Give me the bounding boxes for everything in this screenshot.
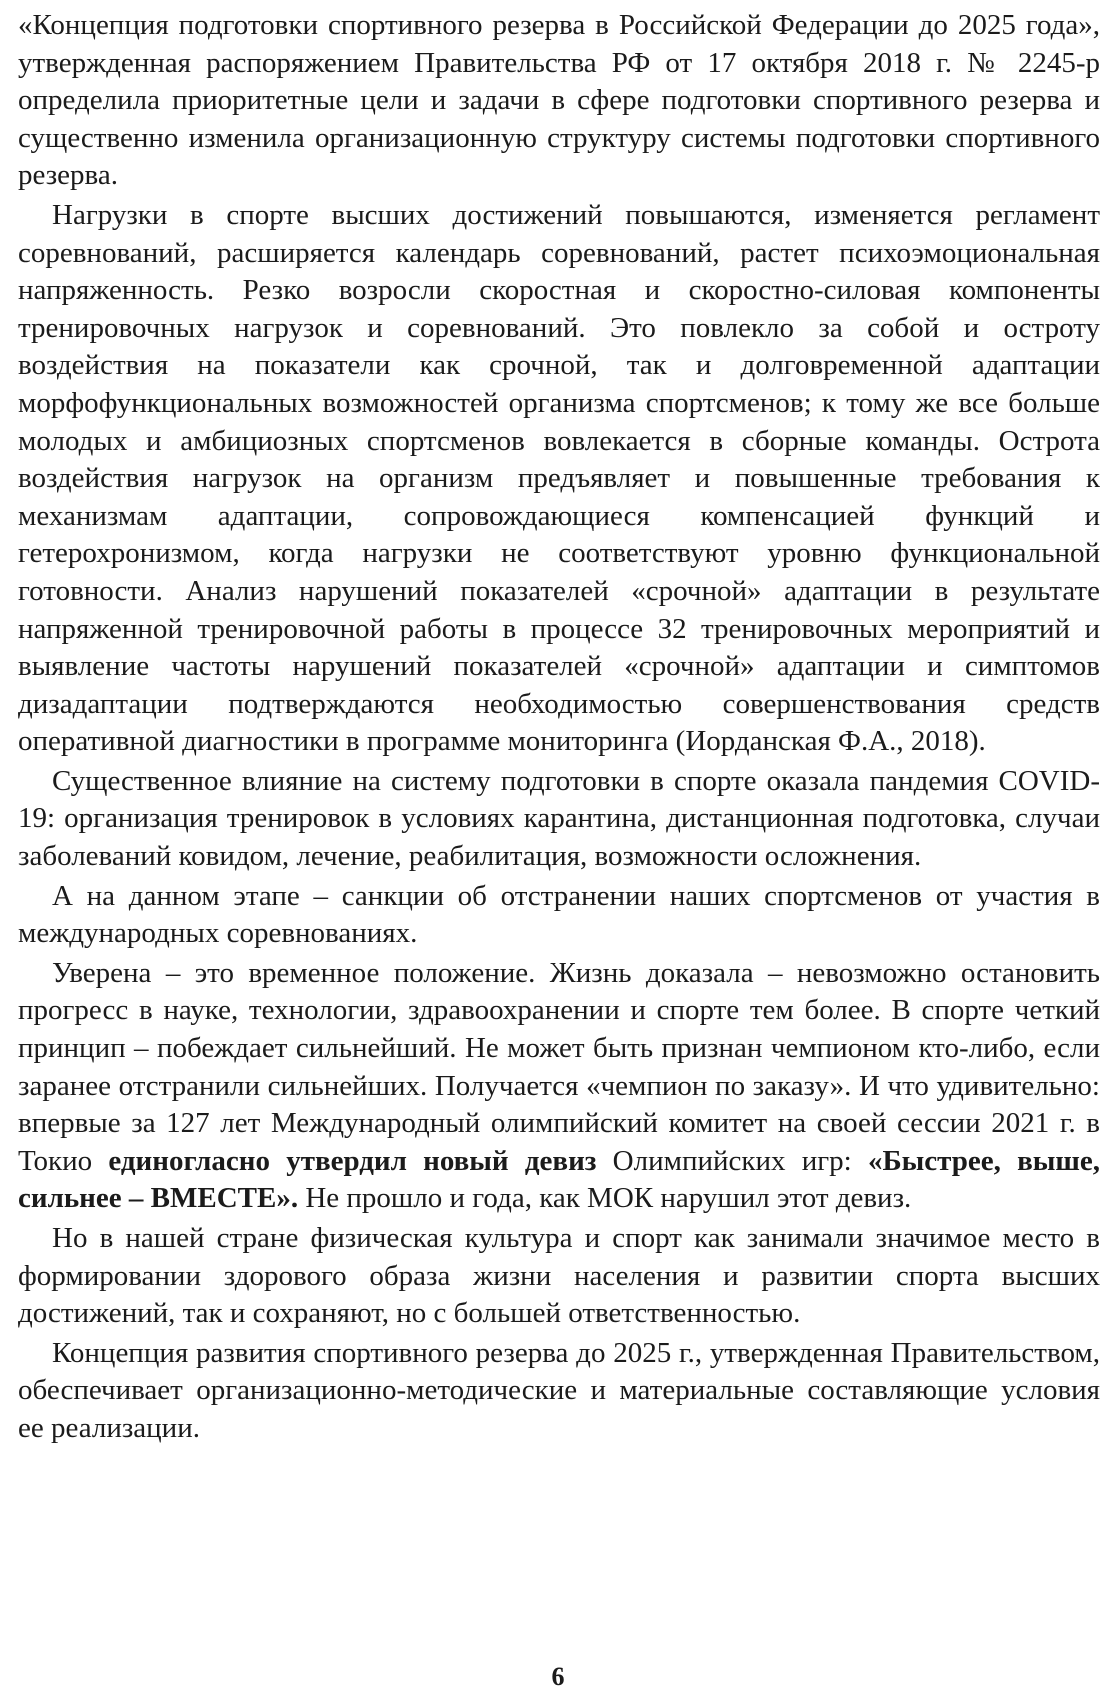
- paragraph-training-loads: Нагрузки в спорте высших достижений повышаются, изменяется регламент соревнований, расширяется календарь соревнований, растет психоэмоциональная напряженность. Резко возросли скоростная и скоростно-силовая компоненты тренировочных нагрузок и соревнований. Это повлекло за собой и остроту воздействия на показатели как срочной, так и долговременной адаптации морфофункциональных возможностей организма спортсменов; к тому же все больше молодых и амбициозных спортсменов вовлекается в сборные команды. Острота воздействия нагрузок на организм предъявляет и повышенные требования к механизмам адаптации, сопровождающиеся компенсацией функций и гетерохронизмом, когда нагрузки не соответствуют уровню функциональной готовности. Анализ нарушений показателей «срочной» адаптации в результате напряженной тренировочной работы в процессе 32 тренировочных мероприятий и выявление частоты нарушений показателей «срочной» адаптации и симптомов дизадаптации подтверждаются необходимостью совершенствования средств оперативной диагностики в программе мониторинга (Иорданская Ф.А., 2018).: [18, 198, 1100, 758]
- olympic-motto-bold-2: «Быстрее, выше, сильнее – ВМЕСТЕ».: [18, 1144, 1100, 1215]
- body-text: [18, 7, 1100, 1448]
- paragraph-reserve-concept: Концепция развития спортивного резерва до 2025 г., утвержденная Правительством, обеспечивает организационно-методические и материальные составляющие условия ее реализации.: [18, 1336, 1100, 1444]
- olympic-motto-bold-1: единогласно утвердил новый девиз: [108, 1144, 597, 1177]
- paragraph-sanctions: А на данном этапе – санкции об отстранении наших спортсменов от участия в международных соревнованиях.: [18, 879, 1100, 950]
- paragraph-concept-2025: «Концепция подготовки спортивного резерва в Российской Федерации до 2025 года», утвержденная распоряжением Правительства РФ от 17 октября 2018 г. № 2245-р определила приоритетные цели и задачи в сфере подготовки спортивного резерва и существенно изменила организационную структуру системы подготовки спортивного резерва.: [18, 9, 1100, 192]
- olympic-motto-text-3: Не прошло и года, как МОК нарушил этот девиз.: [298, 1182, 912, 1215]
- paragraph-olympic-motto: [18, 955, 1100, 1218]
- olympic-motto-text-2: Олимпийских игр:: [596, 1144, 868, 1177]
- page-number: 6: [551, 1662, 565, 1691]
- paragraph-covid-pandemic: Существенное влияние на систему подготовки в спорте оказала пандемия COVID-19: организация тренировок в условиях карантина, дистанционная подготовка, случаи заболеваний ковидом, лечение, реабилитация, возможности осложнения.: [18, 764, 1100, 873]
- paragraph-national-sport: Но в нашей стране физическая культура и спорт как занимали значимое место в формировании здорового образа жизни населения и развитии спорта высших достижений, так и сохраняют, но с большей ответственностью.: [18, 1222, 1100, 1330]
- olympic-motto-text-1: Уверена – это временное положение. Жизнь доказала – невозможно остановить прогресс в науке, технологии, здравоохранении и спорте тем более. В спорте четкий принцип – побеждает сильнейший. Не может быть признан чемпионом кто-либо, если заранее отстранили сильнейших. Получается «чемпион по заказу». И что удивительно: впервые за 127 лет Международный олимпийский комитет на своей сессии 2021 г. в Токио: [18, 956, 1100, 1177]
